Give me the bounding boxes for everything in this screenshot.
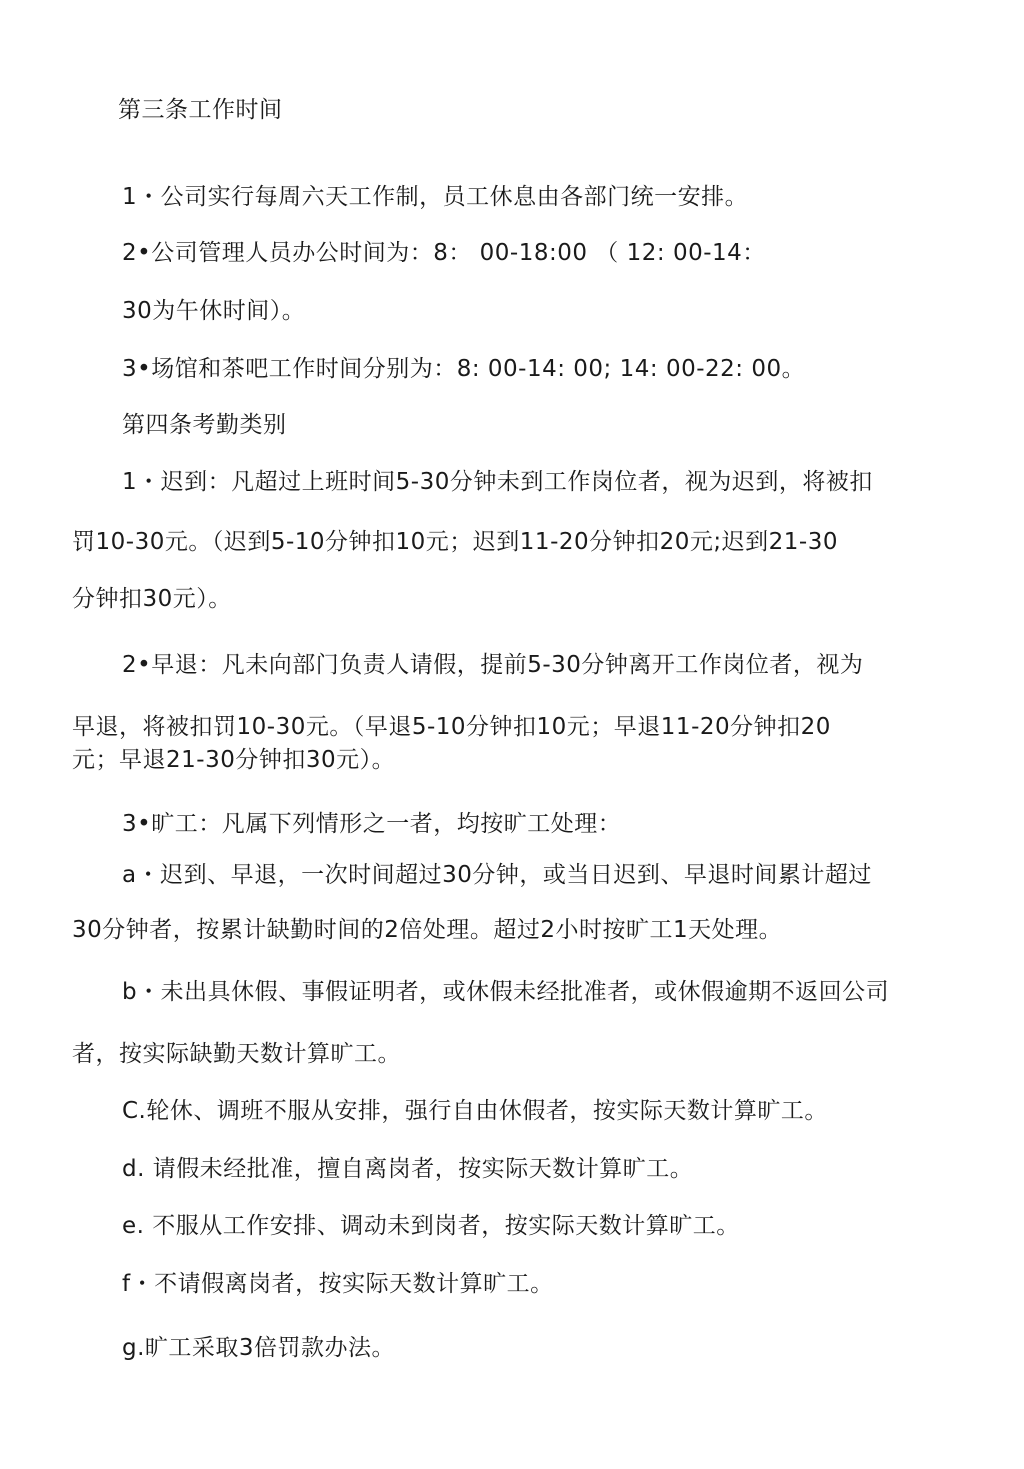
article-3-item-1: 1・公司实行每周六天工作制，员工休息由各部门统一安排。	[122, 184, 749, 210]
article-3-heading: 第三条工作时间	[118, 97, 283, 123]
absence-item-b-line-2: 者，按实际缺勤天数计算旷工。	[72, 1041, 401, 1067]
article-3-item-2-line-1: 2•公司管理人员办公时间为：8： 00-18:00 （ 12: 00-14：	[122, 240, 766, 266]
absence-item-f: f・不请假离岗者，按实际天数计算旷工。	[122, 1271, 554, 1297]
absence-item-a-line-2: 30分钟者，按累计缺勤时间的2倍处理。超过2小时按旷工1天处理。	[72, 917, 783, 943]
absence-item-c: C.轮休、调班不服从安排，强行自由休假者，按实际天数计算旷工。	[122, 1098, 828, 1124]
absence-item-g: g.旷工采取3倍罚款办法。	[122, 1335, 396, 1361]
late-rule-line-1: 1・迟到：凡超过上班时间5-30分钟未到工作岗位者，视为迟到，将被扣	[122, 469, 873, 495]
article-3-item-2-line-2: 30为午休时间）。	[122, 298, 306, 324]
article-4-heading: 第四条考勤类别	[122, 412, 287, 438]
late-rule-line-3: 分钟扣30元）。	[72, 586, 232, 612]
absence-item-b-line-1: b・未出具休假、事假证明者，或休假未经批准者，或休假逾期不返回公司	[122, 979, 890, 1005]
early-leave-rule-line-1: 2•早退：凡未向部门负责人请假，提前5-30分钟离开工作岗位者，视为	[122, 652, 864, 678]
late-rule-line-2: 罚10-30元。（迟到5-10分钟扣10元；迟到11-20分钟扣20元;迟到21-30	[72, 529, 838, 555]
early-leave-rule-line-3: 元；早退21-30分钟扣30元）。	[72, 747, 396, 773]
absence-rule-intro: 3•旷工：凡属下列情形之一者，均按旷工处理：	[122, 811, 622, 837]
early-leave-rule-line-2: 早退，将被扣罚10-30元。（早退5-10分钟扣10元；早退11-20分钟扣20	[72, 714, 831, 740]
absence-item-a-line-1: a・迟到、早退，一次时间超过30分钟，或当日迟到、早退时间累计超过	[122, 862, 872, 888]
absence-item-e: e. 不服从工作安排、调动未到岗者，按实际天数计算旷工。	[122, 1213, 740, 1239]
article-3-item-3: 3•场馆和茶吧工作时间分别为：8: 00-14: 00; 14: 00-22: 00。	[122, 356, 806, 382]
absence-item-d: d. 请假未经批准，擅自离岗者，按实际天数计算旷工。	[122, 1156, 694, 1182]
